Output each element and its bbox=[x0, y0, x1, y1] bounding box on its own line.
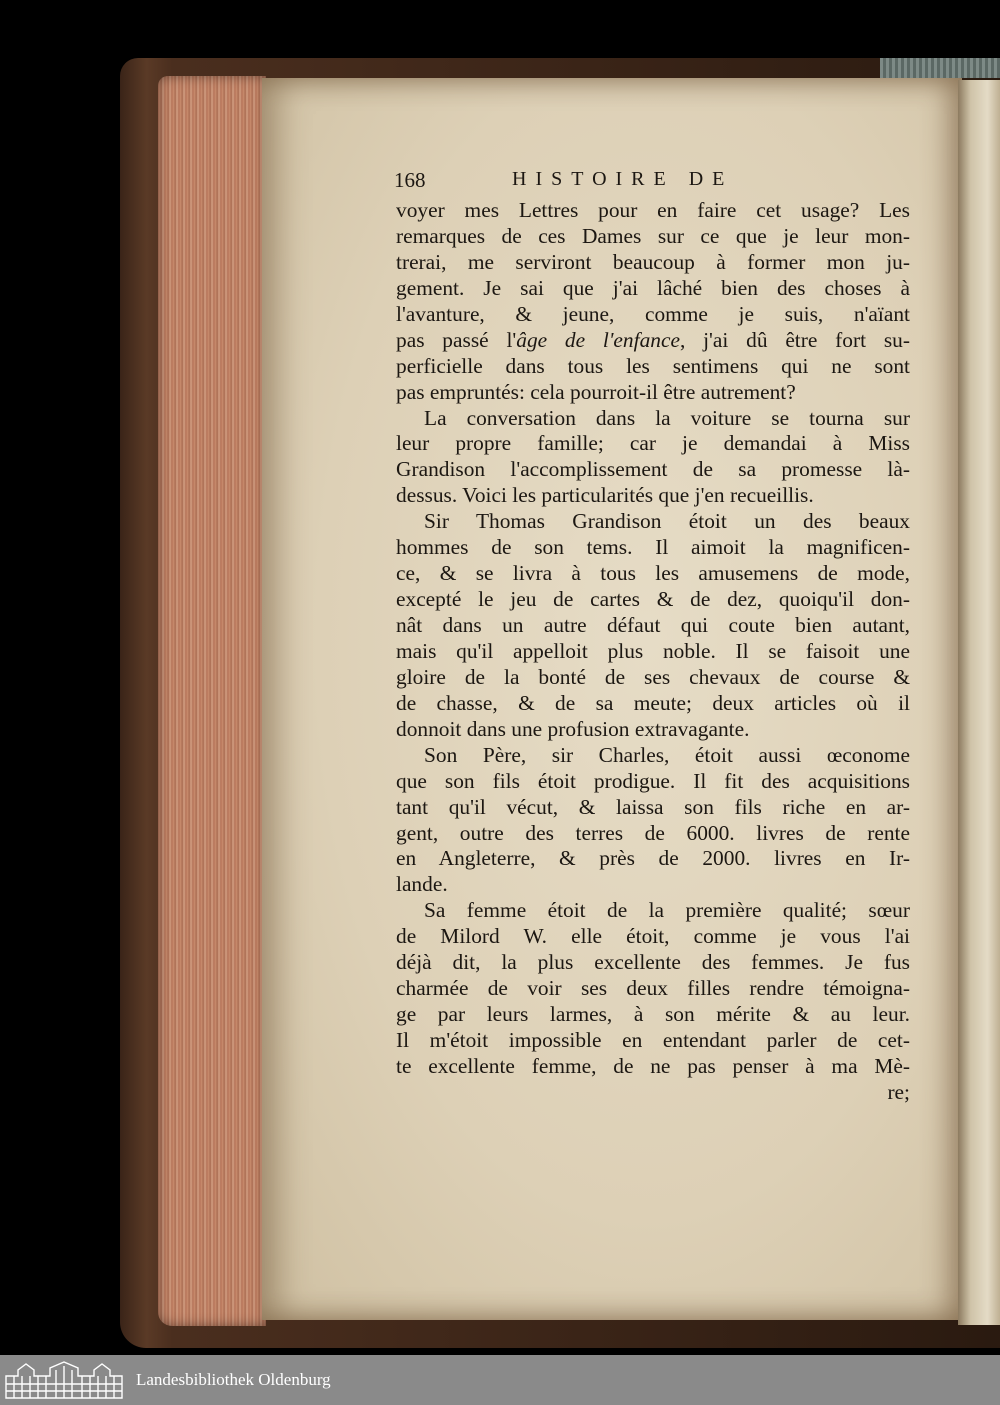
footer-label: Landesbibliothek Oldenburg bbox=[136, 1370, 331, 1389]
text-line: La conversation dans la voiture se tourna sur bbox=[424, 405, 910, 430]
library-building-logo-icon bbox=[4, 1360, 124, 1400]
text-line: gement. Je sai que j'ai lâché bien des choses à bbox=[396, 275, 910, 300]
text-line: de chasse, & de sa meute; deux articles où il bbox=[396, 690, 910, 715]
text-line: pas passé l'âge de l'enfance, j'ai dû être fort su- bbox=[396, 327, 910, 352]
text-line: que son fils étoit prodigue. Il fit des acquisitions bbox=[396, 768, 910, 793]
text-line: trerai, me serviront beaucoup à former mon ju- bbox=[396, 249, 910, 274]
page-edges bbox=[158, 76, 266, 1326]
text-line: excepté le jeu de cartes & de dez, quoiqu'il don- bbox=[396, 587, 910, 612]
text-line: en Angleterre, & près de 2000. livres en Ir- bbox=[396, 846, 910, 871]
text-line: mais qu'il appelloit plus noble. Il se faisoit une bbox=[396, 638, 910, 663]
text-line: Il m'étoit impossible en entendant parler de cet- bbox=[396, 1028, 910, 1052]
text-line: perficielle dans tous les sentimens qui ne sont bbox=[396, 353, 910, 378]
spine-edge bbox=[880, 58, 1000, 78]
text-line: gloire de la bonté de ses chevaux de course & bbox=[396, 664, 910, 689]
text-line: donnoit dans une profusion extravagante. bbox=[396, 716, 750, 741]
text-line: Sa femme étoit de la première qualité; sœur bbox=[424, 898, 910, 923]
facing-page-gutter bbox=[958, 80, 1000, 1325]
text-line: déjà dit, la plus excellente des femmes. Je fus bbox=[396, 950, 910, 975]
page-text bbox=[396, 168, 910, 1106]
text-line: pas empruntés: cela pourroit-il être autrement? bbox=[396, 379, 796, 404]
catchword: re; bbox=[887, 1079, 910, 1104]
text-line: dessus. Voici les particularités que j'en recueillis. bbox=[396, 483, 814, 508]
text-line: ge par leurs larmes, à son mérite & au leur. bbox=[396, 1002, 910, 1027]
text-line: ce, & se livra à tous les amusemens de mode, bbox=[396, 561, 910, 586]
text-line: tant qu'il vécut, & laissa son fils riche en ar- bbox=[396, 794, 910, 819]
footer-bar bbox=[0, 1355, 1000, 1405]
text-lines bbox=[396, 198, 910, 1080]
text-line: gent, outre des terres de 6000. livres de rente bbox=[396, 820, 910, 845]
text-line: charmée de voir ses deux filles rendre témoigna- bbox=[396, 976, 910, 1001]
text-line: leur propre famille; car je demandai à Miss bbox=[396, 431, 910, 456]
page-number: 168 bbox=[394, 168, 426, 192]
text-line: Grandison l'accomplissement de sa promesse là- bbox=[396, 457, 910, 482]
running-title: HISTOIRE DE bbox=[512, 168, 734, 190]
text-line: lande. bbox=[396, 872, 448, 897]
text-line: de Milord W. elle étoit, comme je vous l'ai bbox=[396, 924, 910, 949]
text-line: nât dans un autre défaut qui coute bien autant, bbox=[396, 613, 910, 637]
text-line: Son Père, sir Charles, étoit aussi œconome bbox=[424, 742, 910, 767]
running-head bbox=[394, 168, 910, 198]
text-line: remarques de ces Dames sur ce que je leur mon- bbox=[396, 223, 910, 248]
text-line: te excellente femme, de ne pas penser à ma Mè- bbox=[396, 1053, 910, 1078]
text-line: hommes de son tems. Il aimoit la magnificen- bbox=[396, 535, 910, 560]
text-line: Sir Thomas Grandison étoit un des beaux bbox=[424, 509, 910, 534]
text-line: voyer mes Lettres pour en faire cet usage? Les bbox=[396, 198, 910, 222]
text-line: l'avanture, & jeune, comme je suis, n'aïant bbox=[396, 301, 910, 326]
